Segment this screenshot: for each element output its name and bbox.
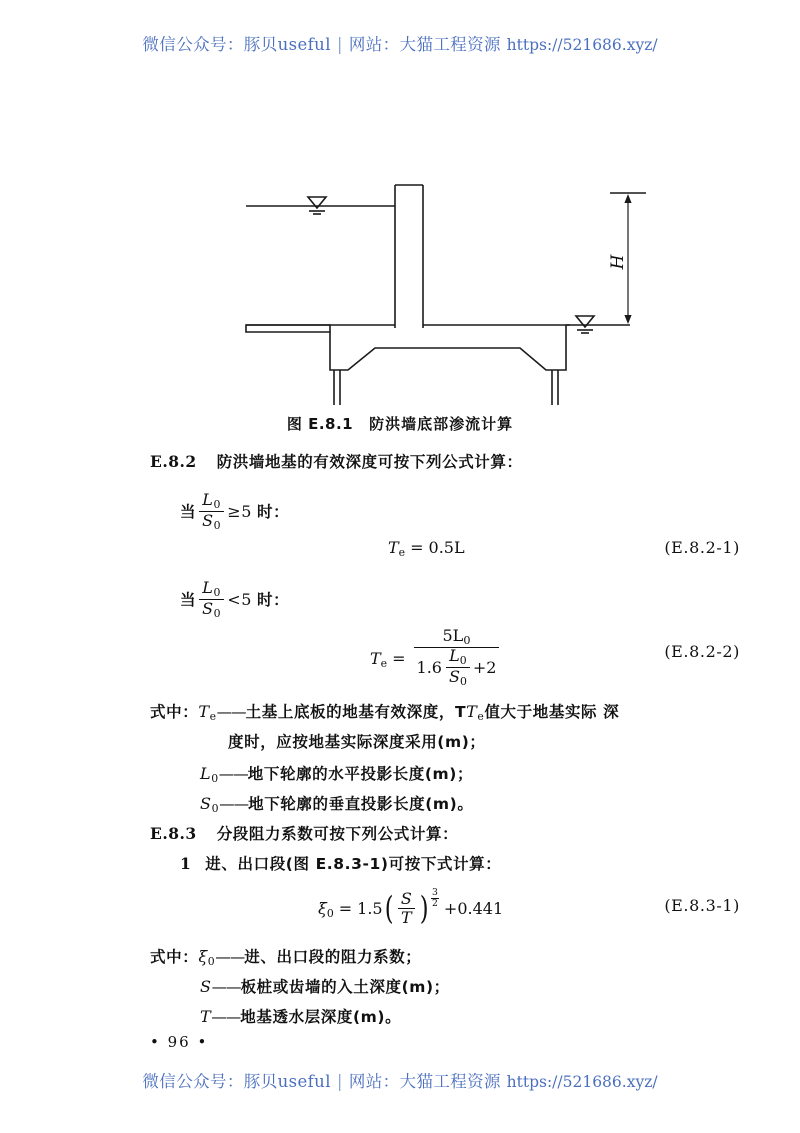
e83-definition-s [200,975,450,1001]
def-xi0-text: 进、出口段的阻力系数； [244,948,422,966]
e82-definition-te-line2 [228,730,486,754]
height-label: H [608,254,628,270]
eq2-den-plus: +2 [472,658,497,678]
def-xi0-symbol: $\xi_0$ [198,947,216,969]
eq2-inner-num: $L_0$ [446,647,470,668]
ratio-denominator-2: $S_0$ [202,599,222,621]
footer-watermark-wechat-label: 微信公众号：豚贝useful [142,1072,331,1091]
footer-watermark-separator: | [336,1072,343,1091]
figure-caption-number: 图 E.8.1 [286,415,354,433]
equation-e-8-2-1 [388,538,465,559]
ratio-numerator-2: $L_0$ [199,579,224,600]
section-e-8-3-number: E.8.3 [150,824,197,843]
e82-definition-te-line1 [150,700,619,726]
figure-e-8-1 [230,180,660,405]
ratio-numerator-1: $L_0$ [199,491,224,512]
def-l0-symbol: $L_0$ [200,764,219,786]
page-number: • 96 • [150,1033,209,1051]
def-te-text-b: 值大于地基实际 深 [484,703,620,721]
e82-where-label: 式中： [150,703,199,721]
eq3-ratio-s-over-t [398,890,415,927]
def-t-text: 地基透水层深度(m)。 [240,1008,402,1026]
footer-watermark-site-label: 网站：大猫工程资源 [348,1072,501,1091]
condition-ratio-lt-5 [180,577,290,621]
equation-e-8-2-2 [370,625,502,691]
eq2-numerator: $5L_0$ [414,627,500,649]
e83-item-text: 进、出口段(图 E.8.3-1)可按下式计算： [205,855,502,873]
figure-caption [0,413,800,434]
watermark-separator: | [336,35,343,54]
eq2-inner-den: $S_0$ [448,667,467,689]
def-l0-text: 地下轮廓的水平投影长度(m)； [247,765,474,783]
foundation-outline [330,325,566,370]
condition-suffix-1: 时： [257,503,290,522]
figure-caption-title: 防洪墙底部渗流计算 [369,415,514,433]
eq3-ratio-num: S [398,890,415,909]
header-watermark [0,31,800,55]
eq1-lhs: $T_e$ [388,538,406,560]
eq2-denominator: 1.6 $\frac{L_0}{S_0}$ +2 [416,646,497,689]
section-e-8-2-title: 防洪墙地基的有效深度可按下列公式计算： [216,453,523,471]
condition-suffix-2: 时： [257,591,290,610]
def-s0-dash: —— [219,795,249,813]
ratio-denominator-1: $S_0$ [202,511,222,533]
eq2-fraction [414,627,500,690]
left-apron-slab [246,325,330,332]
def-te-inline-symbol: $T_e$ [466,702,485,724]
eq3-exponent [431,888,439,908]
section-e-8-3-heading [150,822,458,846]
eq2-inner-ratio [446,647,470,688]
condition-relation-2: <5 [227,590,252,610]
condition-ratio-ge-5 [180,489,290,533]
footer-watermark [0,1068,800,1092]
def-t-symbol: T [200,1007,212,1026]
eq2-equals: = [392,649,406,669]
eq3-exponent-num: 3 [432,887,438,899]
def-s0-symbol: $S_0$ [200,794,220,816]
eq1-equals: = [410,538,424,557]
e83-definition-t [200,1005,401,1031]
eq3-paren-close: ) [419,890,429,927]
eq1-rhs: 0.5L [428,538,465,557]
def-te-symbol: $T_e$ [198,702,217,724]
def-l0-dash: —— [218,765,248,783]
watermark-site-label: 网站：大猫工程资源 [348,35,501,54]
flood-wall-seepage-diagram [230,180,660,405]
def-te-dash: —— [216,703,246,721]
e83-where-label: 式中： [150,948,199,966]
eq3-coefficient: 1.5 [357,899,383,919]
equation-e-8-2-1-tag: (E.8.2-1) [664,538,740,557]
e82-definition-s0 [200,792,473,818]
condition-relation-1: ≥5 [227,502,252,522]
watermark-wechat-label: 微信公众号：豚贝useful [142,35,331,54]
eq3-paren-open: ( [384,890,394,927]
def-t-dash: —— [211,1008,241,1026]
ratio-l0-over-s0-1 [199,491,224,532]
section-e-8-3-title: 分段阻力系数可按下列公式计算： [216,825,459,843]
def-s-text: 板桩或齿墙的入土深度(m)； [240,978,450,996]
def-s0-text: 地下轮廓的垂直投影长度(m)。 [248,795,474,813]
equation-e-8-2-2-tag: (E.8.2-2) [664,642,740,661]
eq3-ratio-den: T [400,907,412,927]
eq3-equals: = [338,899,353,919]
def-xi0-dash: —— [215,948,245,966]
footer-watermark-url: https://521686.xyz/ [506,1073,658,1091]
equation-e-8-3-1-tag: (E.8.3-1) [664,896,740,915]
def-te-text-line2: 度时，应按地基实际深度采用(m)； [228,733,486,751]
ratio-l0-over-s0-2 [199,579,224,620]
eq3-exponent-den: 2 [432,898,438,910]
e82-definition-l0 [200,762,473,788]
equation-e-8-3-1 [318,887,504,928]
section-e-8-2-number: E.8.2 [150,452,197,471]
watermark-url: https://521686.xyz/ [506,36,658,54]
eq2-lhs: $T_e$ [370,649,388,671]
condition-prefix-1: 当 [180,503,197,522]
e83-definition-xi0 [150,945,421,971]
eq3-plus-term: +0.441 [443,899,504,919]
e83-item-1 [180,852,501,876]
def-s-dash: —— [211,978,241,996]
e83-item-number: 1 [180,854,192,873]
section-e-8-2-heading [150,450,523,474]
eq3-lhs: $\xi_0$ [318,899,334,921]
def-te-text-a: 土基上底板的地基有效深度，T [245,703,467,721]
condition-prefix-2: 当 [180,591,197,610]
def-s-symbol: S [200,977,212,996]
